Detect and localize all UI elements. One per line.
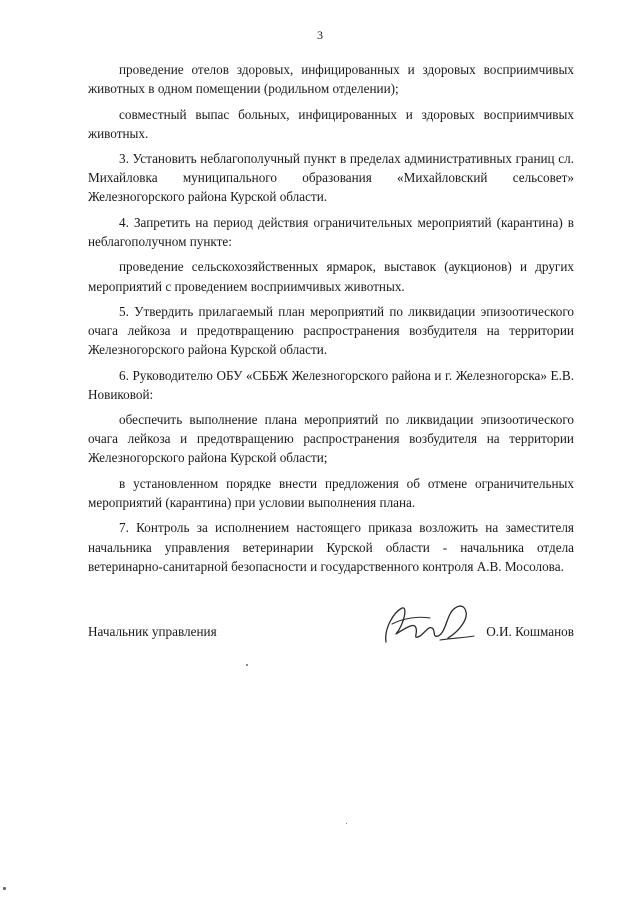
scan-speck	[246, 664, 248, 666]
scan-speck	[346, 823, 347, 824]
paragraph-item-7: 7. Контроль за исполнением настоящего приказа возложить на заместителя начальника управления ветеринарии Курской области - начальника отдела ветеринарно-санитарной безопасности и государственного контроля А.В. Мосолова.	[88, 520, 574, 574]
document-body	[88, 60, 574, 576]
paragraph-item-3: 3. Установить неблагополучный пункт в пределах административных границ сл. Михайловка муниципального образования «Михайловский сельсовет» Железногорского района Курской области.	[88, 151, 574, 205]
paragraph-plan-execution-item: обеспечить выполнение плана мероприятий по ликвидации эпизоотического очага лейкоза и предотвращению распространения возбудителя на территории Железногорского района Курской области;	[88, 412, 574, 466]
signer-name: О.И. Кошманов	[486, 624, 574, 639]
signature-block	[88, 620, 574, 650]
signer-title: Начальник управления	[88, 624, 217, 639]
paragraph-calving-item: проведение отелов здоровых, инфицированных и здоровых восприимчивых животных в одном помещении (родильном отделении);	[88, 62, 574, 97]
scan-speck	[3, 887, 6, 890]
paragraph-proposal-item: в установленном порядке внести предложения об отмене ограничительных мероприятий (карантина) при условии выполнения плана.	[88, 475, 574, 510]
paragraph-item-6: 6. Руководителю ОБУ «СББЖ Железногорского района и г. Железногорска» Е.В. Новиковой:	[88, 367, 574, 402]
paragraph-item-5: 5. Утвердить прилагаемый план мероприятий по ликвидации эпизоотического очага лейкоза и предотвращению распространения возбудителя на территории Железногорского района Курской области.	[88, 303, 574, 358]
paragraph-grazing-item: совместный выпас больных, инфицированных и здоровых восприимчивых животных.	[88, 106, 574, 141]
paragraph-item-4: 4. Запретить на период действия ограничительных мероприятий (карантина) в неблагополучном пункте:	[88, 214, 574, 249]
handwritten-signature-icon	[380, 598, 476, 650]
page-number: 3	[317, 28, 323, 42]
paragraph-fairs-item: проведение сельскохозяйственных ярмарок, выставок (аукционов) и других мероприятий с проведением восприимчивых животных.	[88, 259, 574, 294]
